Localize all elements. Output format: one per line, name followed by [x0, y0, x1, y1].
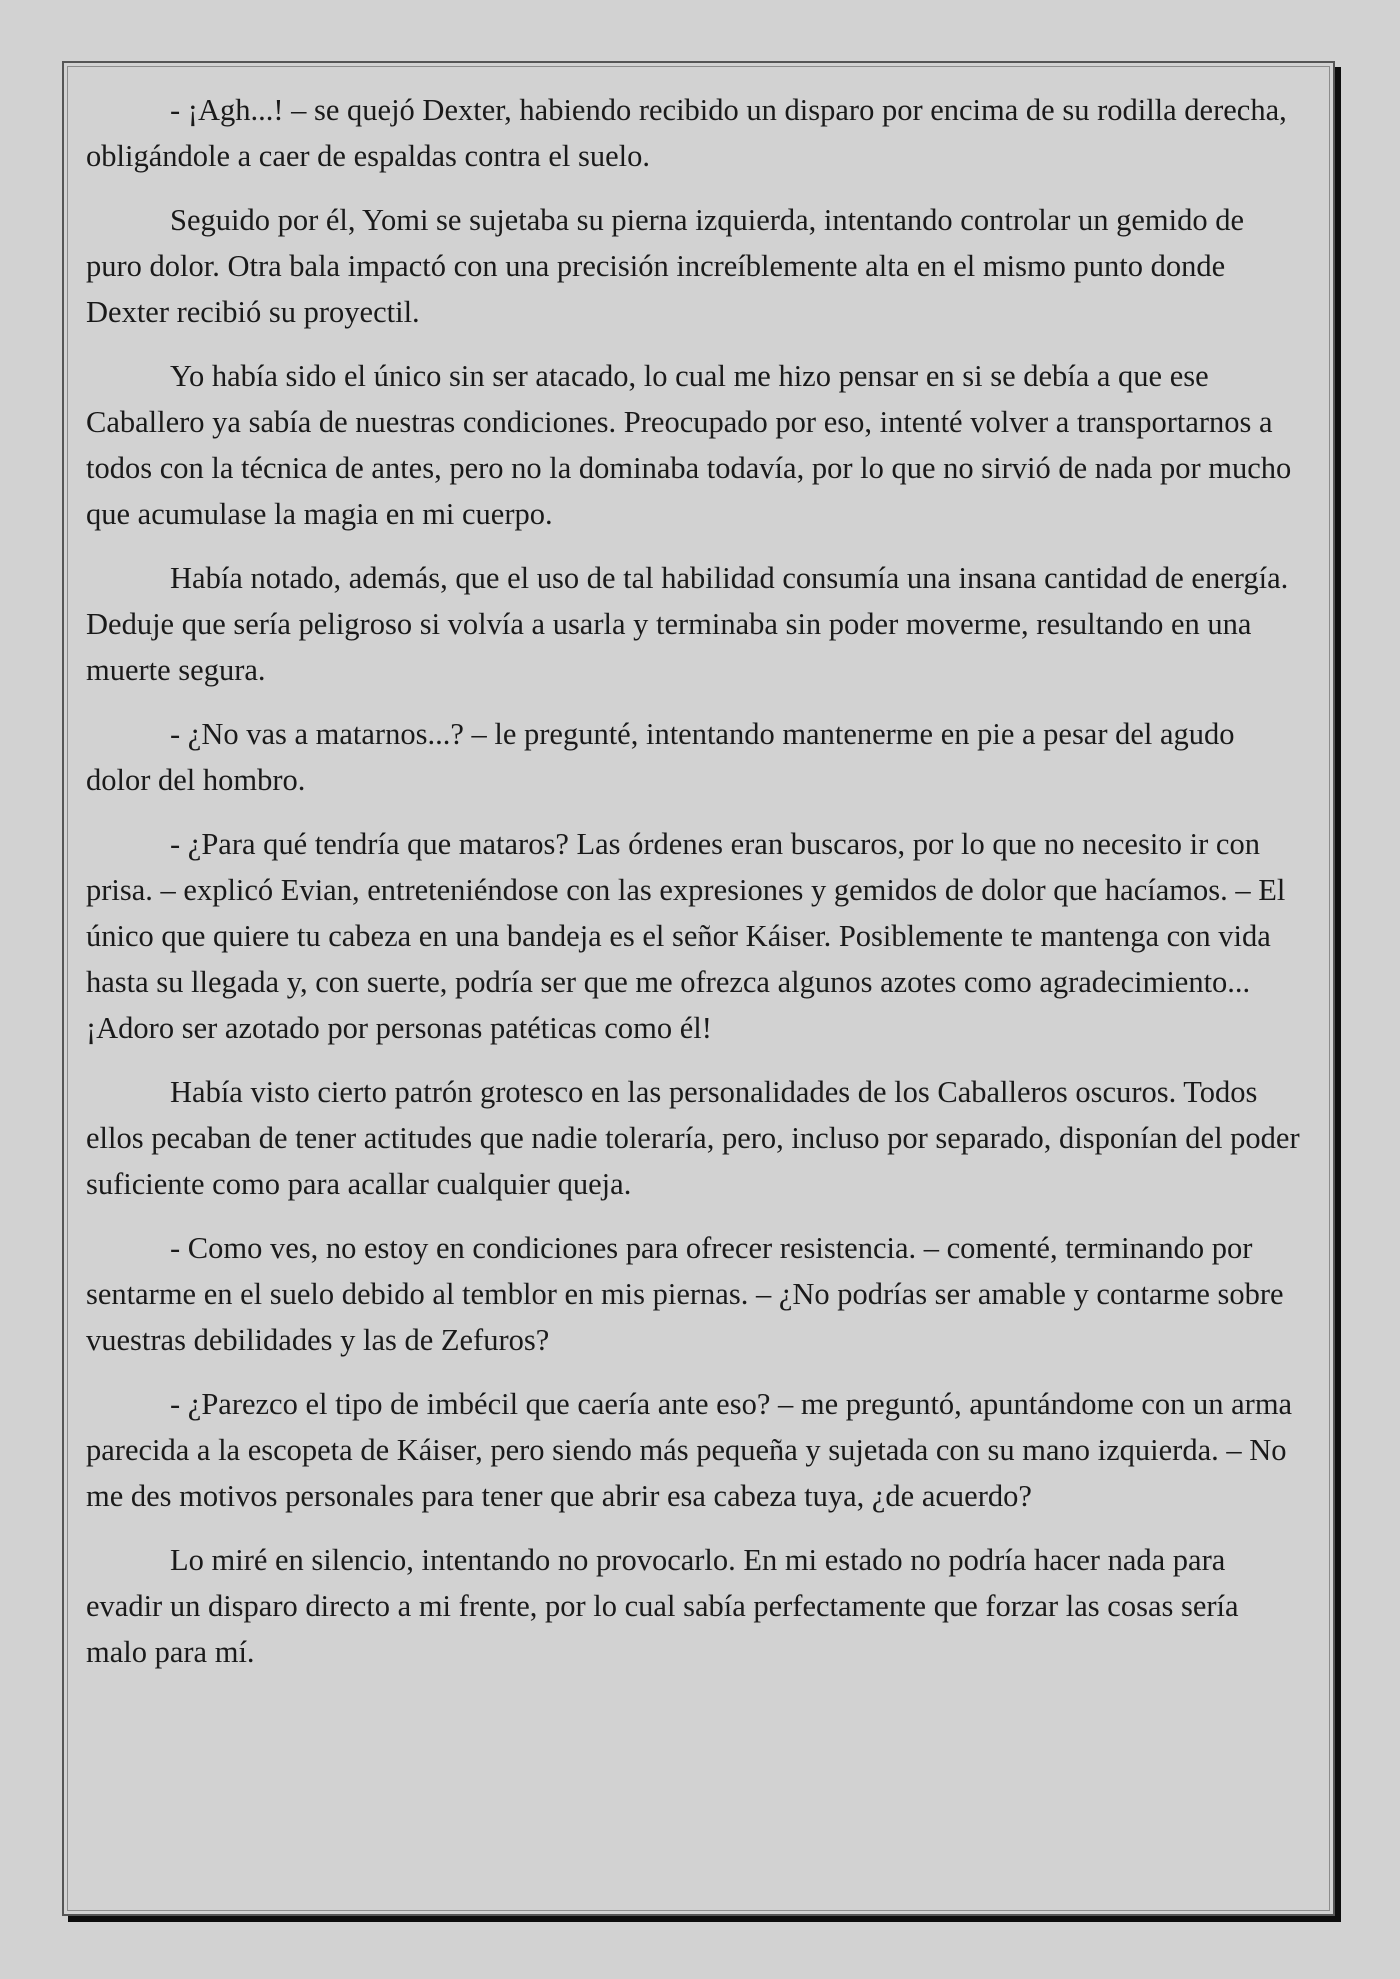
paragraph-5: - ¿No vas a matarnos...? – le pregunté, intentando mantenerme en pie a pesar del agudo dolor del hombro. [86, 717, 1235, 797]
paragraph-4: Había notado, además, que el uso de tal habilidad consumía una insana cantidad de energía. Deduje que sería peligroso si volvía a usarla y terminaba sin poder moverme, resultando en una muerte segura. [86, 561, 1289, 687]
paragraph-7: Había visto cierto patrón grotesco en las personalidades de los Caballeros oscuros. Todos ellos pecaban de tener actitudes que nadie toleraría, pero, incluso por separado, disponían del poder suficiente como para acallar cualquier queja. [86, 1075, 1300, 1201]
paragraph-2: Seguido por él, Yomi se sujetaba su pierna izquierda, intentando controlar un gemido de puro dolor. Otra bala impactó con una precisión increíblemente alta en el mismo punto donde Dexter recibió su proyectil. [86, 203, 1245, 329]
paragraph-8: - Como ves, no estoy en condiciones para ofrecer resistencia. – comenté, terminando por sentarme en el suelo debido al temblor en mis piernas. – ¿No podrías ser amable y contarme sobre vuestras debilidades y las de Zefuros? [86, 1231, 1284, 1357]
story-text [86, 87, 1306, 1693]
paragraph-9: - ¿Parezco el tipo de imbécil que caería ante eso? – me preguntó, apuntándome con un arma parecida a la escopeta de Káiser, pero siendo más pequeña y sujetada con su mano izquierda. – No me des motivos personales para tener que abrir esa cabeza tuya, ¿de acuerdo? [86, 1387, 1293, 1513]
paragraph-6: - ¿Para qué tendría que mataros? Las órdenes eran buscaros, por lo que no necesito ir con prisa. – explicó Evian, entreteniéndose con las expresiones y gemidos de dolor que hacíamos. – El único que quiere tu cabeza en una bandeja es el señor Káiser. Posiblemente te mantenga con vida hasta su llegada y, con suerte, podría ser que me ofrezca algunos azotes como agradecimiento... ¡Adoro ser azotado por personas patéticas como él! [86, 827, 1286, 1045]
page-frame [62, 61, 1335, 1916]
paragraph-3: Yo había sido el único sin ser atacado, lo cual me hizo pensar en si se debía a que ese Caballero ya sabía de nuestras condiciones. Preocupado por eso, intenté volver a transportarnos a todos con la técnica de antes, pero no la dominaba todavía, por lo que no sirvió de nada por mucho que acumulase la magia en mi cuerpo. [86, 359, 1292, 531]
paragraph-1: - ¡Agh...! – se quejó Dexter, habiendo recibido un disparo por encima de su rodilla derecha, obligándole a caer de espaldas contra el suelo. [86, 93, 1287, 173]
paragraph-10: Lo miré en silencio, intentando no provocarlo. En mi estado no podría hacer nada para evadir un disparo directo a mi frente, por lo cual sabía perfectamente que forzar las cosas sería malo para mí. [86, 1543, 1239, 1669]
